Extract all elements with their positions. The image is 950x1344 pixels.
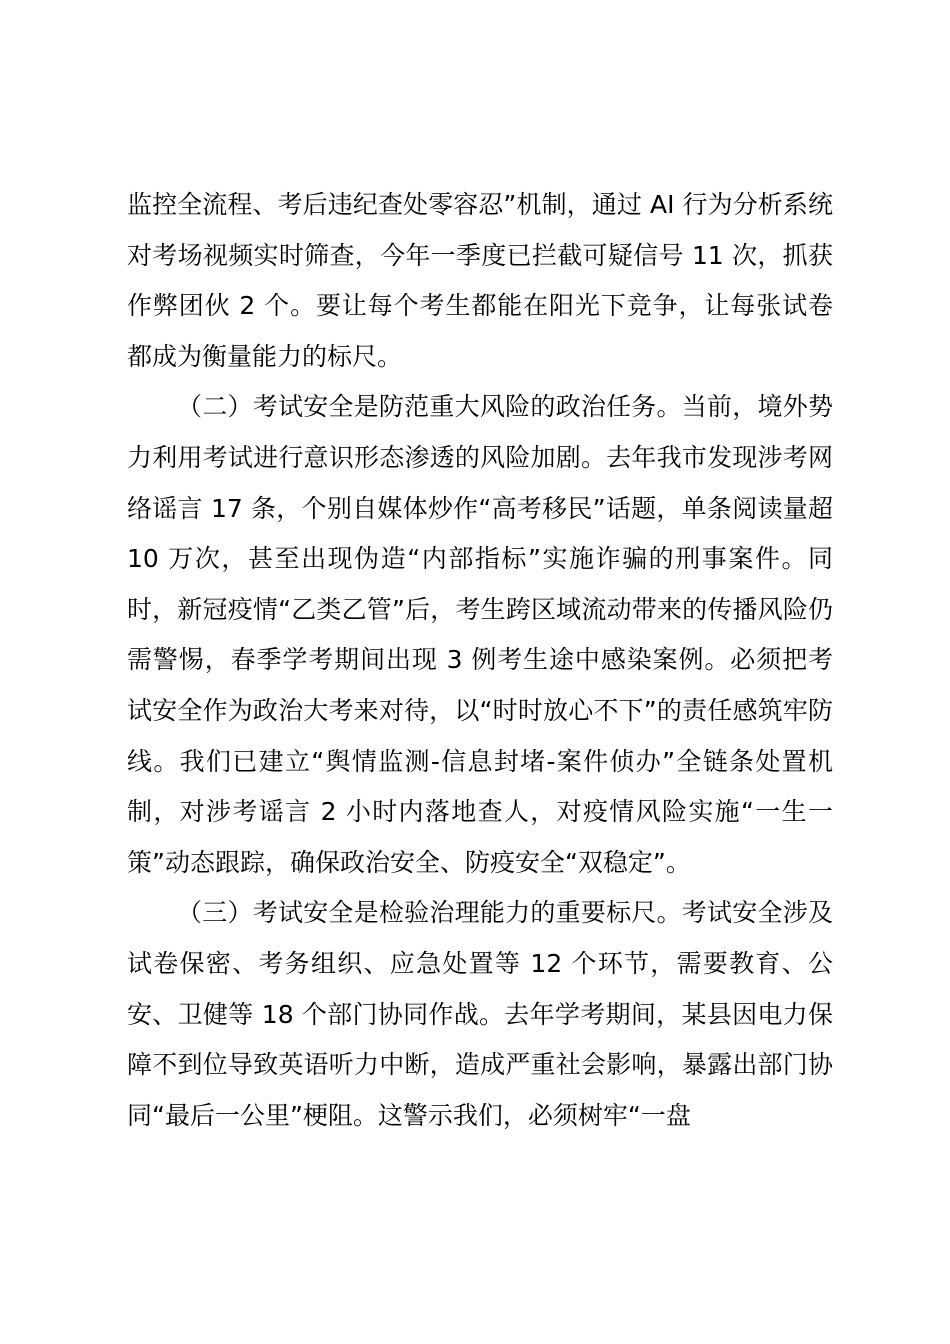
paragraph-section-3: （三）考试安全是检验治理能力的重要标尺。考试安全涉及试卷保密、考务组织、应急处置等 12 个环节，需要教育、公安、卫健等 18 个部门协同作战。去年学考期间，某县因电力保障不到位导致英语听力中断，造成严重社会影响，暴露出部门协同“最后一公里”梗阻。这警示我们，必须树牢“一盘 <box>127 898 833 1130</box>
document-body <box>127 180 833 1141</box>
paragraph-section-2: （二）考试安全是防范重大风险的政治任务。当前，境外势力利用考试进行意识形态渗透的风险加剧。去年我市发现涉考网络谣言 17 条，个别自媒体炒作“高考移民”话题，单条阅读量超 10 万次，甚至出现伪造“内部指标”实施诈骗的刑事案件。同时，新冠疫情“乙类乙管”后，考生跨区域流动带来的传播风险仍需警惕，春季学考期间出现 3 例考生途中感染案例。必须把考试安全作为政治大考来对待，以“时时放心不下”的责任感筑牢防线。我们已建立“舆情监测-信息封堵-案件侦办”全链条处置机制，对涉考谣言 2 小时内落地查人，对疫情风险实施“一生一策”动态跟踪，确保政治安全、防疫安全“双稳定”。 <box>127 392 833 877</box>
paragraph-continuation: 监控全流程、考后违纪查处零容忍”机制，通过 AI 行为分析系统对考场视频实时筛查，今年一季度已拦截可疑信号 11 次，抓获作弊团伙 2 个。要让每个考生都能在阳光下竞争，让每张试卷都成为衡量能力的标尺。 <box>127 190 833 371</box>
